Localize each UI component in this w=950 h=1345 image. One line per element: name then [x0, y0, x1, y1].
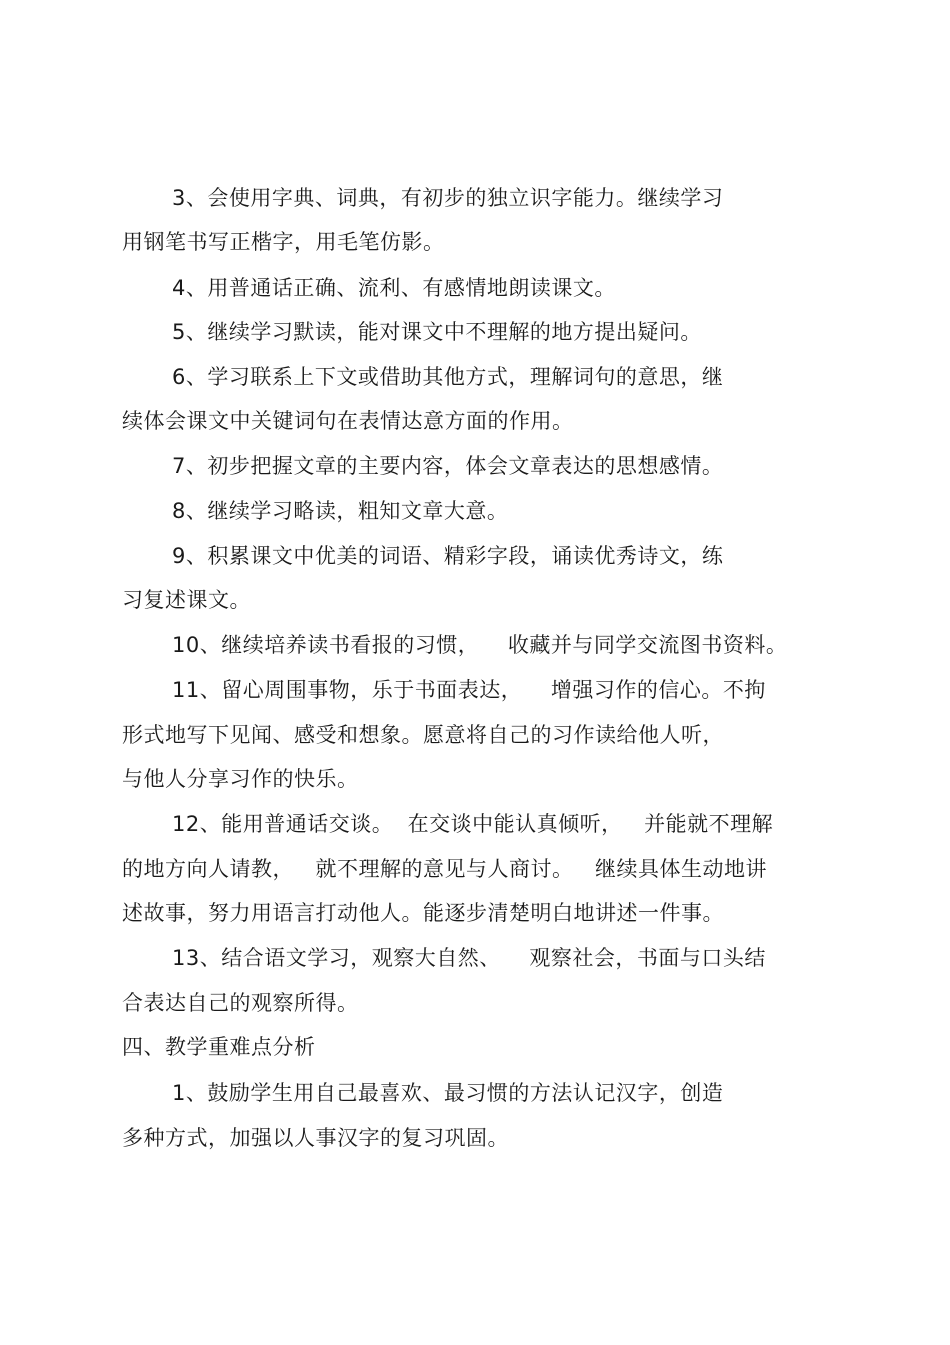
paragraph-line: 8、继续学习略读，粗知文章大意。: [172, 499, 509, 523]
paragraph-line: 述故事，努力用语言打动他人。能逐步清楚明白地讲述一件事。: [122, 901, 724, 925]
paragraph-line: 12、能用普通话交谈。 在交谈中能认真倾听， 并能就不理解: [172, 812, 774, 836]
paragraph-line: 6、学习联系上下文或借助其他方式，理解词句的意思，继: [172, 365, 724, 389]
paragraph-line: 3、会使用字典、词典，有初步的独立识字能力。继续学习: [172, 186, 724, 210]
paragraph-line: 4、用普通话正确、流利、有感情地朗读课文。: [172, 276, 616, 300]
paragraph-line: 1、鼓励学生用自己最喜欢、最习惯的方法认记汉字，创造: [172, 1081, 724, 1105]
paragraph-line: 习复述课文。: [122, 588, 251, 612]
paragraph-line: 13、结合语文学习，观察大自然、 观察社会，书面与口头结: [172, 946, 766, 970]
paragraph-line: 续体会课文中关键词句在表情达意方面的作用。: [122, 409, 574, 433]
paragraph-line: 多种方式，加强以人事汉字的复习巩固。: [122, 1126, 509, 1150]
paragraph-line: 与他人分享习作的快乐。: [122, 767, 359, 791]
section-heading: 四、教学重难点分析: [122, 1035, 316, 1059]
paragraph-line: 的地方向人请教， 就不理解的意见与人商讨。 继续具体生动地讲: [122, 857, 768, 881]
paragraph-line: 合表达自己的观察所得。: [122, 991, 359, 1015]
paragraph-line: 5、继续学习默读，能对课文中不理解的地方提出疑问。: [172, 320, 702, 344]
paragraph-line: 7、初步把握文章的主要内容，体会文章表达的思想感情。: [172, 454, 724, 478]
paragraph-line: 用钢笔书写正楷字，用毛笔仿影。: [122, 230, 445, 254]
paragraph-line: 形式地写下见闻、感受和想象。愿意将自己的习作读给他人听，: [122, 723, 724, 747]
paragraph-line: 9、积累课文中优美的词语、精彩字段，诵读优秀诗文，练: [172, 544, 724, 568]
paragraph-line: 11、留心周围事物，乐于书面表达， 增强习作的信心。不拘: [172, 678, 766, 702]
paragraph-line: 10、继续培养读书看报的习惯， 收藏并与同学交流图书资料。: [172, 633, 788, 657]
